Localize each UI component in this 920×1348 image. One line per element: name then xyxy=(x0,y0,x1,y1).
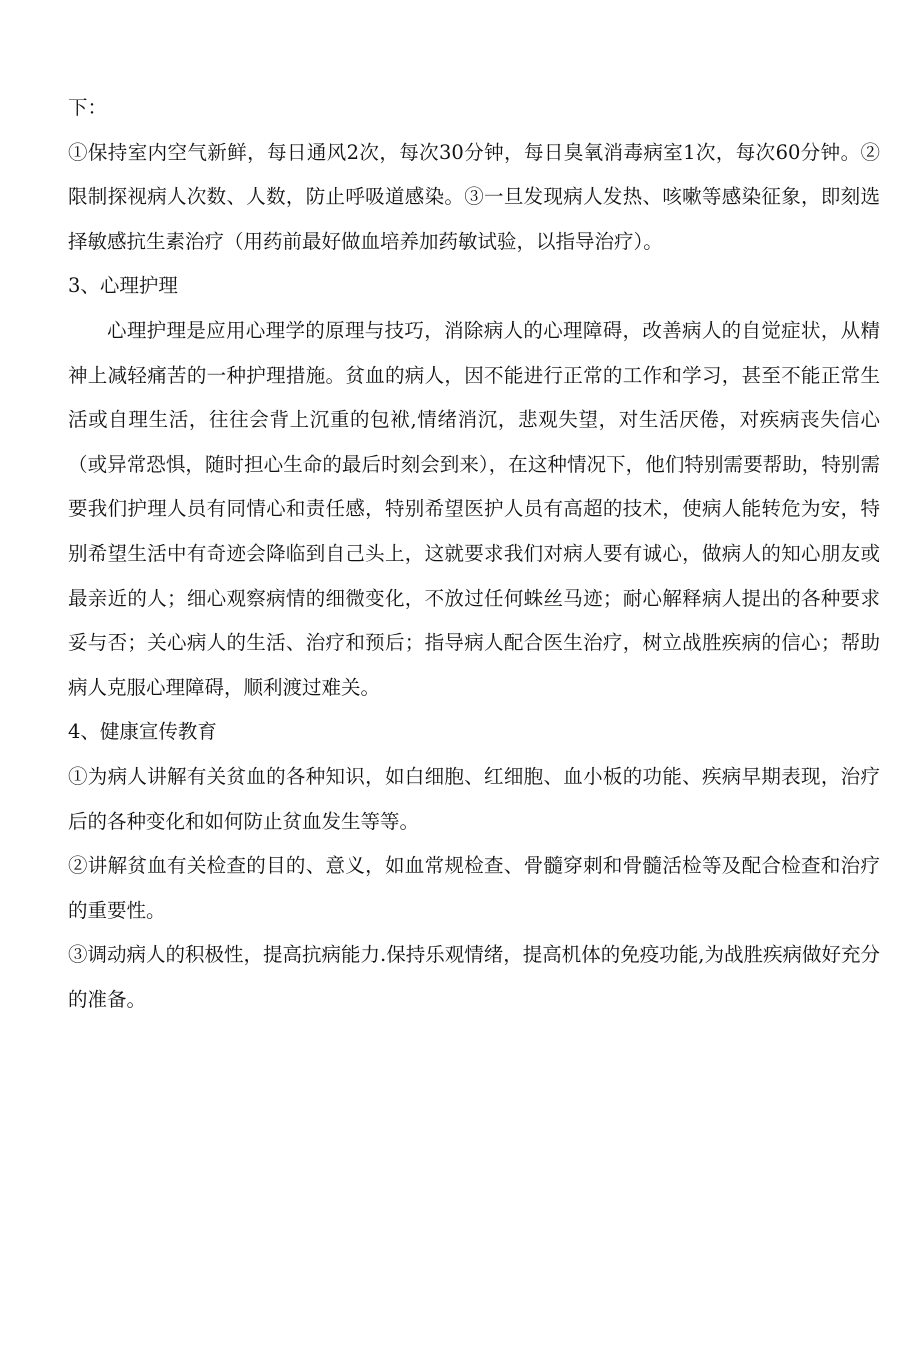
document-body xyxy=(68,86,880,1022)
section-heading-psychological-care: 3、心理护理 xyxy=(68,274,178,298)
paragraph-education-item-2: ②讲解贫血有关检查的目的、意义，如血常规检查、骨髓穿刺和骨髓活检等及配合检查和治疗的重要性。 xyxy=(68,854,880,922)
paragraph-education-item-3: ③调动病人的积极性，提高抗病能力.保持乐观情绪，提高机体的免疫功能,为战胜疾病做好充分的准备。 xyxy=(68,943,880,1011)
paragraph-psychological-care: 心理护理是应用心理学的原理与技巧，消除病人的心理障碍，改善病人的自觉症状，从精神上减轻痛苦的一种护理措施。贫血的病人，因不能进行正常的工作和学习，甚至不能正常生活或自理生活，往往会背上沉重的包袱,情绪消沉，悲观失望，对生活厌倦，对疾病丧失信心（或异常恐惧，随时担心生命的最后时刻会到来），在这种情况下，他们特别需要帮助，特别需要我们护理人员有同情心和责任感，特别希望医护人员有高超的技术，使病人能转危为安，特别希望生活中有奇迹会降临到自己头上，这就要求我们对病人要有诚心，做病人的知心朋友或最亲近的人；细心观察病情的细微变化，不放过任何蛛丝马迹；耐心解释病人提出的各种要求妥与否；关心病人的生活、治疗和预后；指导病人配合医生治疗，树立战胜疾病的信心；帮助病人克服心理障碍，顺利渡过难关。 xyxy=(68,318,880,699)
section-heading-health-education: 4、健康宣传教育 xyxy=(68,720,217,744)
paragraph-infection-prevention: ①保持室内空气新鲜，每日通风2次，每次30分钟，每日臭氧消毒病室1次，每次60分钟。②限制探视病人次数、人数，防止呼吸道感染。③一旦发现病人发热、咳嗽等感染征象，即刻选择敏感抗生素治疗（用药前最好做血培养加药敏试验，以指导治疗）。 xyxy=(68,140,880,253)
paragraph-continuation: 下： xyxy=(68,96,108,119)
paragraph-education-item-1: ①为病人讲解有关贫血的各种知识，如白细胞、红细胞、血小板的功能、疾病早期表现，治疗后的各种变化和如何防止贫血发生等等。 xyxy=(68,764,880,833)
